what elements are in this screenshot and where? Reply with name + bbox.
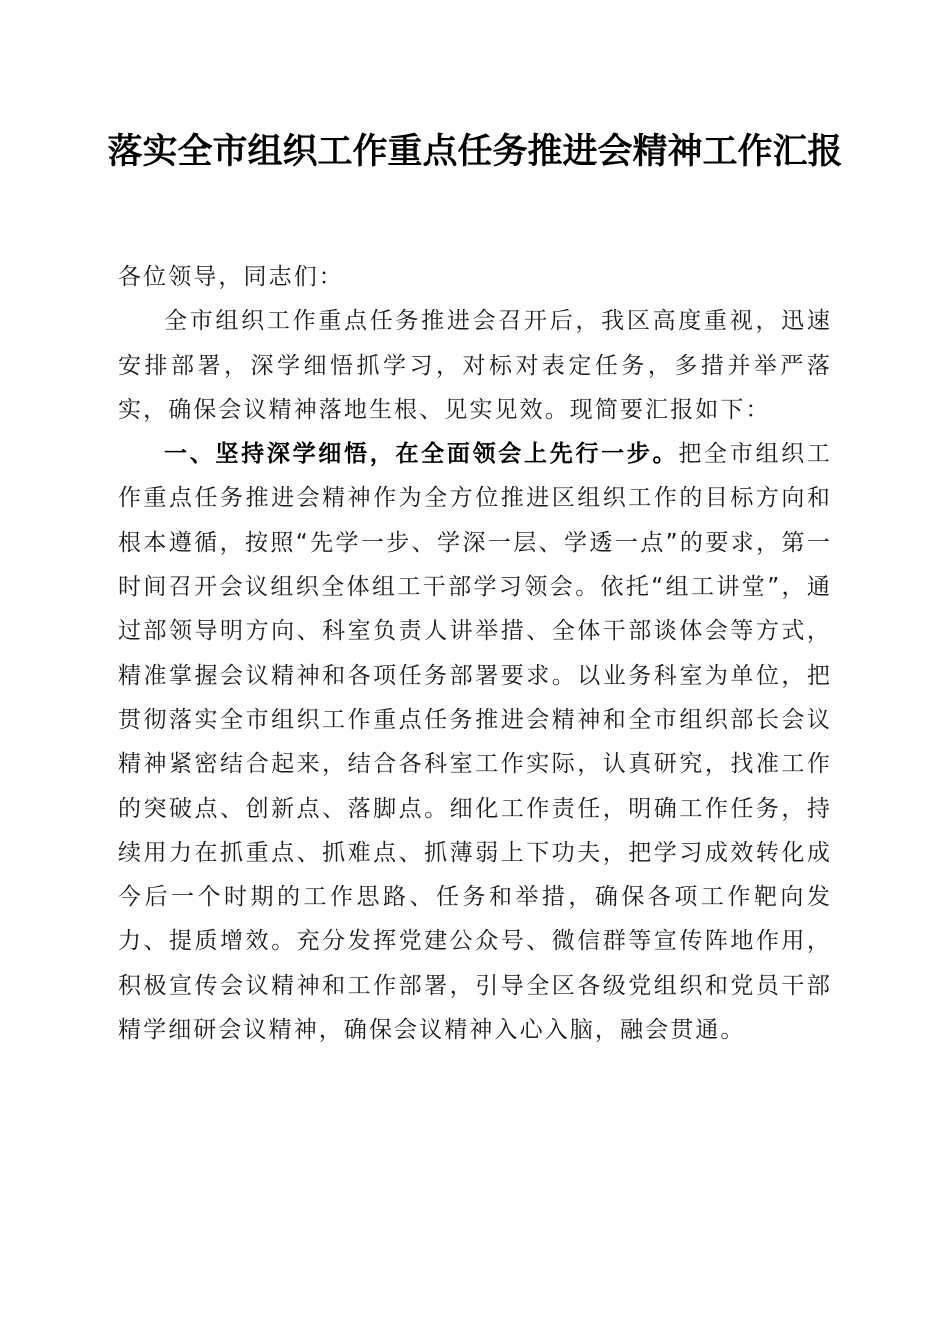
section-1-heading: 一、坚持深学细悟，在全面领会上先行一步。: [164, 441, 679, 468]
document-title: 落实全市组织工作重点任务推进会精神工作汇报: [107, 131, 843, 172]
salutation: 各位领导，同志们：: [118, 264, 344, 290]
section-1-body: 把全市组织工作重点任务推进会精神作为全方位推进区组织工作的目标方向和根本遵循，按照“先学一步、学深一层、学透一点”的要求，第一时间召开会议组织全体组工干部学习领会。依托“组工讲堂”，通过部领导明方向、科室负责人讲举措、全体干部谈体会等方式，精准掌握会议精神和各项任务部署要求。以业务科室为单位，把贯彻落实全市组织工作重点任务推进会精神和全市组织部长会议精神紧密结合起来，结合各科室工作实际，认真研究，找准工作的突破点、创新点、落脚点。细化工作责任，明确工作任务，持续用力在抓重点、抓难点、抓薄弱上下功夫，把学习成效转化成今后一个时期的工作思路、任务和举措，确保各项工作靶向发力、提质增效。充分发挥党建公众号、微信群等宣传阵地作用，积极宣传会议精神和工作部署，引导全区各级党组织和党员干部精学细研会议精神，确保会议精神入心入脑，融会贯通。: [118, 441, 832, 1044]
section-1-paragraph: [118, 432, 832, 1052]
intro-paragraph: 全市组织工作重点任务推进会召开后，我区高度重视，迅速安排部署，深学细悟抓学习，对标对表定任务，多措并举严落实，确保会议精神落地生根、见实见效。现简要汇报如下：: [118, 308, 832, 423]
document-body: [118, 255, 832, 1052]
